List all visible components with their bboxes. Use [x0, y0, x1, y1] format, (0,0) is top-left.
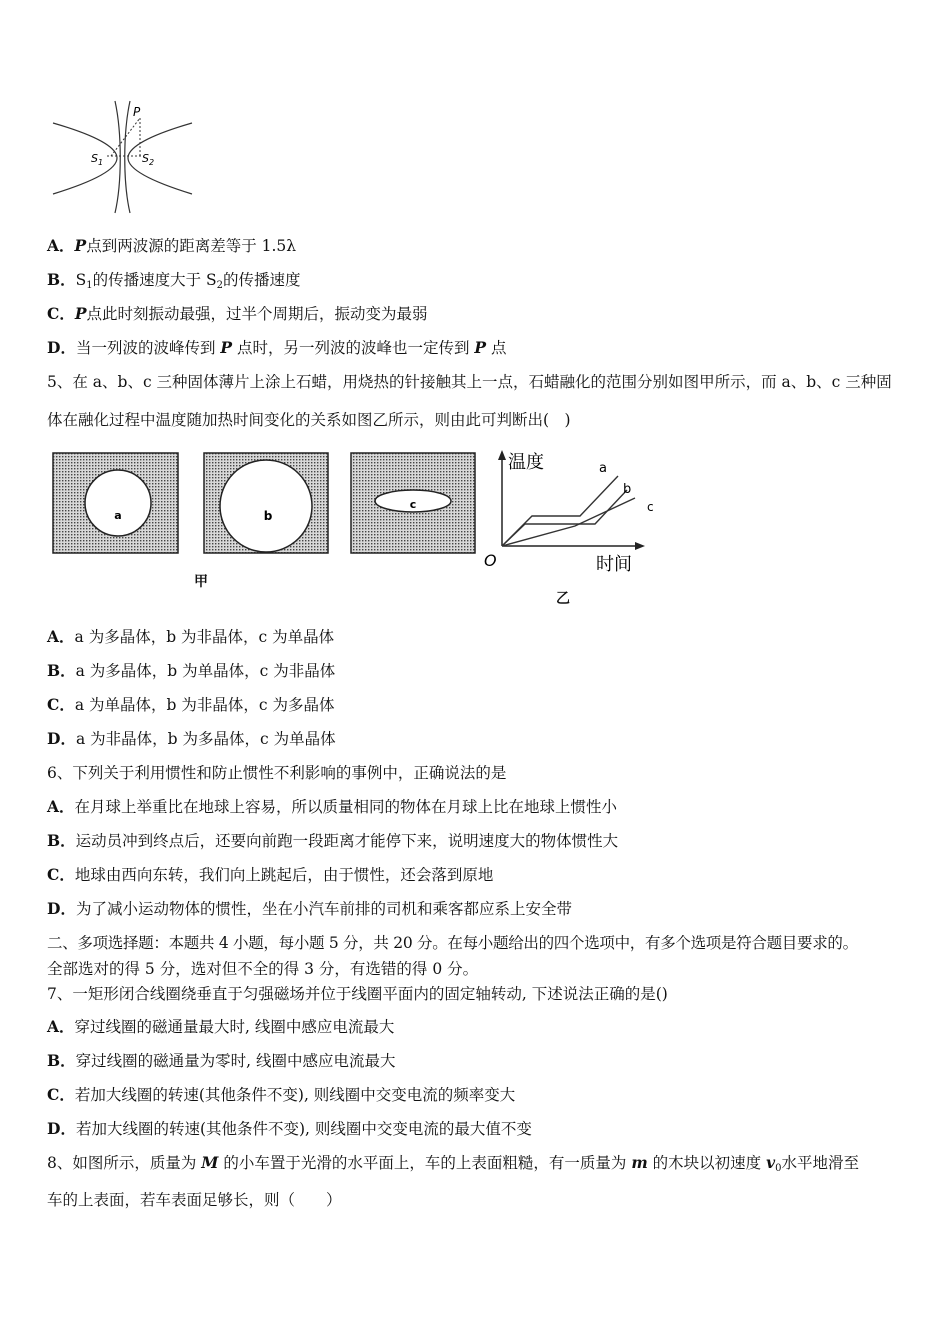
curve-b: [502, 490, 627, 546]
section2-line2: 全部选对的得 5 分，选对但不全的得 3 分，有选错的得 0 分。: [47, 960, 479, 978]
q6-option-a: A．在月球上举重比在地球上容易，所以质量相同的物体在月球上比在地球上惯性小: [47, 797, 618, 816]
svg-text:a: a: [599, 461, 607, 476]
figure-yi: [480, 448, 665, 578]
svg-text:b: b: [263, 509, 273, 523]
q7-option-a: A．穿过线圈的磁通量最大时, 线圈中感应电流最大: [47, 1017, 395, 1036]
svg-text:S2: $S_2$: [142, 152, 155, 167]
label-p: P: [133, 105, 141, 119]
q7-stem: 7、一矩形闭合线圈绕垂直于匀强磁场并位于线圈平面内的固定轴转动, 下述说法正确的是(): [47, 985, 668, 1003]
q7-option-d: D．若加大线圈的转速(其他条件不变), 则线圈中交变电流的最大值不变: [47, 1119, 532, 1138]
q5-option-d: D．a 为非晶体，b 为多晶体，c 为单晶体: [47, 729, 336, 748]
svg-text:c: c: [647, 500, 654, 514]
q4-option-c: C．P点此时刻振动最强，过半个周期后，振动变为最弱: [47, 304, 428, 323]
axis-x-label: 时间: [596, 554, 632, 575]
q7-option-b: B．穿过线圈的磁通量为零时, 线圈中感应电流最大: [47, 1051, 396, 1070]
q6-option-c: C．地球由西向东转，我们向上跳起后，由于惯性，还会落到原地: [47, 865, 494, 884]
svg-text:c: c: [409, 498, 417, 511]
q7-option-c: C．若加大线圈的转速(其他条件不变), 则线圈中交变电流的频率变大: [47, 1085, 516, 1104]
origin-label: O: [484, 551, 497, 570]
q5-stem-line2: 体在融化过程中温度随加热时间变化的关系如图乙所示，则由此可判断出( ): [47, 411, 571, 429]
svg-text:S1: $S_1$: [91, 152, 104, 167]
caption-yi: 乙: [556, 591, 570, 607]
q5-option-b: B．a 为多晶体，b 为单晶体，c 为非晶体: [47, 661, 336, 680]
q6-option-d: D．为了减小运动物体的惯性，坐在小汽车前排的司机和乘客都应系上安全带: [47, 899, 572, 918]
label-s2: S: [142, 152, 149, 165]
q6-option-b: B．运动员冲到终点后，还要向前跑一段距离才能停下来，说明速度大的物体惯性大: [47, 831, 619, 850]
q5-option-c: C．a 为单晶体，b 为非晶体，c 为多晶体: [47, 695, 335, 714]
svg-text:b: b: [623, 482, 632, 497]
q4-option-a: A．P点到两波源的距离差等于 1.5λ: [47, 236, 297, 255]
q5-stem-line1: 5、在 a、b、c 三种固体薄片上涂上石蜡，用烧热的针接触其上一点，石蜡融化的范围分别如图甲所示，而 a、b、c 三种固: [47, 373, 892, 391]
curve-a: [502, 476, 618, 546]
q5-option-a: A．a 为多晶体，b 为非晶体，c 为单晶体: [47, 627, 335, 646]
curve-c: [502, 498, 635, 546]
caption-jia: 甲: [194, 574, 208, 590]
axis-y-label: 温度: [508, 452, 544, 473]
interference-figure: [45, 98, 200, 216]
svg-text:a: a: [114, 509, 122, 522]
figure-jia: [50, 450, 480, 558]
q6-stem: 6、下列关于利用惯性和防止惯性不利影响的事例中，正确说法的是: [47, 764, 507, 782]
q4-option-d: D．当一列波的波峰传到 P 点时，另一列波的波峰也一定传到 P 点: [47, 338, 507, 357]
q4-option-b: B．$S_1$的传播速度大于 $S_2$的传播速度: [47, 270, 301, 291]
q8-stem-line1: 8、如图所示，质量为 M 的小车置于光滑的水平面上，车的上表面粗糙，有一质量为 m 的木块以初速度 $v_0$水平地滑至: [47, 1153, 859, 1174]
label-s1: S: [91, 152, 98, 165]
q8-stem-line2: 车的上表面，若车表面足够长，则（ ）: [47, 1191, 342, 1209]
section2-line1: 二、多项选择题：本题共 4 小题，每小题 5 分，共 20 分。在每小题给出的四个选项中，有多个选项是符合题目要求的。: [47, 934, 858, 952]
